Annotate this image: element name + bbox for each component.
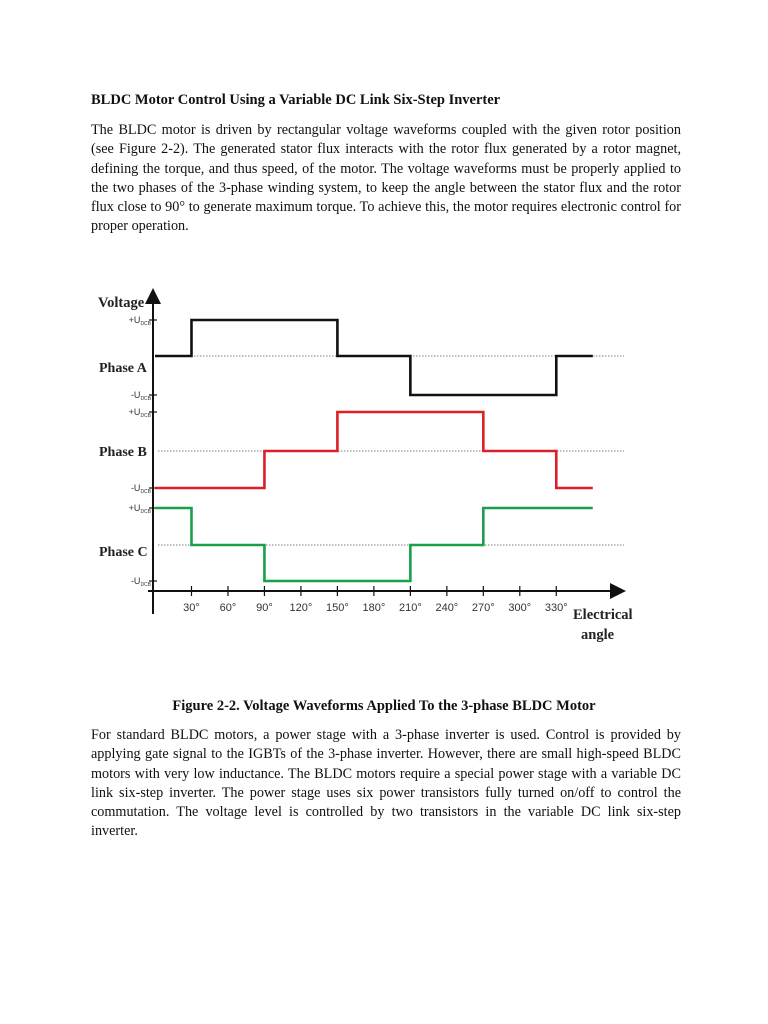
x-axis-label-line2: angle xyxy=(581,627,615,643)
phase-b-pos-level-label: $+U_{DCB}$ xyxy=(128,407,151,419)
phase-c-label: Phase C xyxy=(99,545,148,560)
x-tick-label-150: 150° xyxy=(326,602,349,614)
phase-b-waveform xyxy=(155,412,593,488)
x-tick-label-180: 180° xyxy=(362,602,386,614)
y-axis-label: Voltage xyxy=(98,295,145,311)
x-axis-label-line1: Electrical xyxy=(573,607,633,623)
x-tick-label-300: 300° xyxy=(508,602,532,614)
waveforms xyxy=(155,320,593,581)
phase-c-waveform xyxy=(155,508,593,581)
x-tick-label-330: 330° xyxy=(544,602,568,614)
phase-a-pos-level-label: $+U_{DCB}$ xyxy=(128,315,151,327)
x-tick-label-30: 30° xyxy=(183,602,200,614)
phase-a-neg-level-label: $-U_{DCB}$ xyxy=(130,390,151,402)
x-tick-label-270: 270° xyxy=(471,602,495,614)
x-tick-label-210: 210° xyxy=(398,602,422,614)
x-tick-label-120: 120° xyxy=(289,602,313,614)
body-paragraph: For standard BLDC motors, a power stage with a 3-phase inverter is used. Control is provided by applying gate signal to the IGBTs of the 3-phase inverter. However, there are small high-speed BLDC motors with very low inductance. The BLDC motors require a special power stage with a variable DC link six-step inverter. The power stage uses six power transistors fully turned on/off to control the commutation. The voltage level is controlled by two transistors in the variable DC link six-step inverter. xyxy=(91,727,681,840)
phase-c-pos-level-label: $+U_{DCB}$ xyxy=(128,503,151,515)
phase-a-waveform xyxy=(155,320,593,395)
phase-b-label: Phase B xyxy=(99,445,147,460)
x-tick-label-90: 90° xyxy=(256,602,273,614)
chart-axes xyxy=(148,296,618,614)
x-tick-label-60: 60° xyxy=(219,602,237,614)
section-heading: BLDC Motor Control Using a Variable DC Link Six-Step Inverter xyxy=(91,92,501,108)
figure-caption: Figure 2-2. Voltage Waveforms Applied To the 3-phase BLDC Motor xyxy=(172,698,596,714)
phase-b-neg-level-label: $-U_{DCB}$ xyxy=(130,483,151,495)
intro-paragraph: The BLDC motor is driven by rectangular voltage waveforms coupled with the given rotor position (see Figure 2-2). The generated stator flux interacts with the rotor flux generated by a rotor magnet, defining the torque, and thus speed, of the motor. The voltage waveforms must be properly applied to the two phases of the 3-phase winding system, to keep the angle between the stator flux and the rotor flux close to 90° to generate maximum torque. To achieve this, the motor requires electronic control for proper operation. xyxy=(91,122,681,235)
phase-c-neg-level-label: $-U_{DCB}$ xyxy=(130,576,151,588)
phase-a-label: Phase A xyxy=(99,361,147,376)
x-tick-label-240: 240° xyxy=(435,602,459,614)
